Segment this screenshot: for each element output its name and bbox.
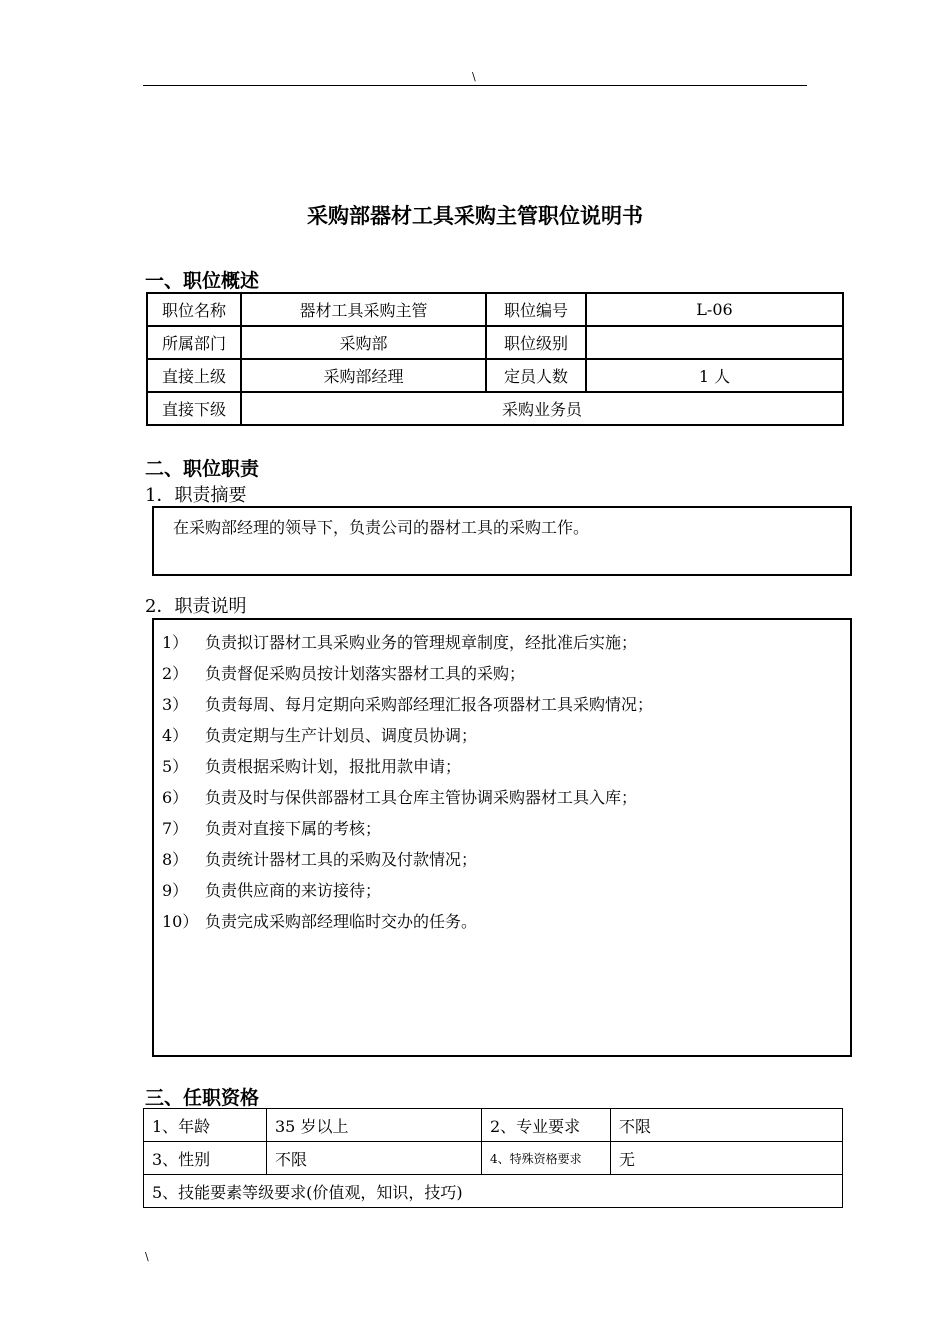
- value-headcount: 1 人: [586, 359, 843, 392]
- list-item: [162, 630, 637, 653]
- value-direct-subordinate: 采购业务员: [241, 392, 843, 425]
- list-item: [162, 723, 477, 746]
- label-position-level: 职位级别: [486, 326, 586, 359]
- table-row: [144, 1109, 843, 1142]
- list-item: [162, 878, 381, 901]
- duty-text: 负责拟订器材工具采购业务的管理规章制度，经批准后实施；: [205, 633, 638, 652]
- duty-number: 5）: [162, 757, 189, 776]
- table-row: [144, 1175, 843, 1208]
- label-special-qualification: 4、特殊资格要求: [482, 1142, 611, 1175]
- duty-text: 负责统计器材工具的采购及付款情况；: [205, 850, 478, 869]
- label-direct-subordinate: 直接下级: [147, 392, 241, 425]
- value-position-name: 器材工具采购主管: [241, 293, 486, 326]
- summary-heading: 1．职责摘要: [145, 485, 247, 506]
- duty-number: 7）: [162, 819, 189, 838]
- label-headcount: 定员人数: [486, 359, 586, 392]
- duty-number: 3）: [162, 695, 189, 714]
- label-department: 所属部门: [147, 326, 241, 359]
- document-title: 采购部器材工具采购主管职位说明书: [307, 204, 643, 228]
- duties-heading: 2．职责说明: [145, 596, 247, 617]
- value-gender: 不限: [267, 1142, 482, 1175]
- value-age: 35 岁以上: [267, 1109, 482, 1142]
- duty-text: 负责定期与生产计划员、调度员协调；: [205, 726, 478, 745]
- summary-text: 在采购部经理的领导下，负责公司的器材工具的采购工作。: [173, 518, 590, 537]
- section3-heading: 三、任职资格: [145, 1087, 260, 1109]
- label-age: 1、年龄: [144, 1109, 267, 1142]
- duty-number: 6）: [162, 788, 189, 807]
- label-position-code: 职位编号: [486, 293, 586, 326]
- header-mark: \: [472, 70, 476, 83]
- duty-text: 负责根据采购计划，报批用款申请；: [205, 757, 462, 776]
- list-item: [162, 661, 525, 684]
- qualifications-table: [143, 1108, 843, 1208]
- label-major: 2、专业要求: [482, 1109, 611, 1142]
- duty-text: 负责完成采购部经理临时交办的任务。: [205, 912, 478, 931]
- duty-text: 负责供应商的来访接待；: [205, 881, 382, 900]
- position-overview-table: [146, 292, 844, 426]
- table-row: [147, 359, 843, 392]
- label-direct-superior: 直接上级: [147, 359, 241, 392]
- duty-text: 负责及时与保供部器材工具仓库主管协调采购器材工具入库；: [205, 788, 638, 807]
- table-row: [147, 392, 843, 425]
- header-rule: [143, 85, 807, 86]
- label-position-name: 职位名称: [147, 293, 241, 326]
- duty-number: 8）: [162, 850, 189, 869]
- label-gender: 3、性别: [144, 1142, 267, 1175]
- value-position-code: L-06: [586, 293, 843, 326]
- duty-text: 负责督促采购员按计划落实器材工具的采购；: [205, 664, 526, 683]
- list-item: [162, 692, 653, 715]
- duty-text: 负责对直接下属的考核；: [205, 819, 382, 838]
- list-item: [162, 754, 461, 777]
- duty-number: 10）: [162, 912, 199, 931]
- section1-heading: 一、职位概述: [145, 270, 260, 292]
- value-department: 采购部: [241, 326, 486, 359]
- section2-heading: 二、职位职责: [145, 458, 260, 480]
- value-special-qualification: 无: [611, 1142, 843, 1175]
- skills-requirement: 5、技能要素等级要求(价值观，知识，技巧): [144, 1175, 843, 1208]
- summary-box: [152, 506, 852, 576]
- duty-number: 1）: [162, 633, 189, 652]
- table-row: [144, 1142, 843, 1175]
- duty-number: 2）: [162, 664, 189, 683]
- list-item: [162, 847, 477, 870]
- table-row: [147, 326, 843, 359]
- duty-number: 4）: [162, 726, 189, 745]
- list-item: [162, 785, 637, 808]
- value-major: 不限: [611, 1109, 843, 1142]
- duty-number: 9）: [162, 881, 189, 900]
- value-direct-superior: 采购部经理: [241, 359, 486, 392]
- list-item: [162, 816, 381, 839]
- list-item: [162, 909, 477, 932]
- duty-text: 负责每周、每月定期向采购部经理汇报各项器材工具采购情况；: [205, 695, 654, 714]
- duties-box: [152, 618, 852, 1057]
- table-row: [147, 293, 843, 326]
- footer-mark: \: [145, 1250, 149, 1263]
- value-position-level: [586, 326, 843, 359]
